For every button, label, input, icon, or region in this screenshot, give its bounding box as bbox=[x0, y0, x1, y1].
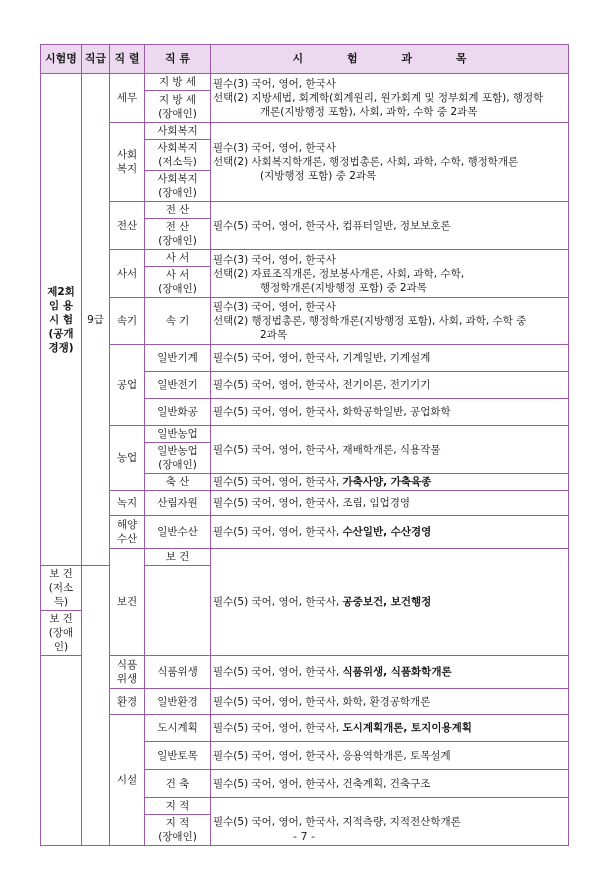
table-row bbox=[41, 689, 569, 715]
kind-line: (저소득) bbox=[48, 582, 74, 608]
kind-line: 보 건 bbox=[49, 613, 73, 625]
subject-text-bold: 도시계획개론, 토지이용계획 bbox=[342, 722, 472, 734]
kind-line: (장애인) bbox=[158, 283, 197, 295]
series-forestry: 녹지 bbox=[110, 491, 145, 516]
kind-line: (장애인) bbox=[158, 107, 197, 120]
series-line: 식품 bbox=[116, 659, 138, 671]
subject-line: 선택(2) 자료조직개론, 정보봉사개론, 사회, 과학, 수학, bbox=[213, 267, 465, 280]
kind-cell: 건 축 bbox=[145, 770, 211, 798]
subject-text: 필수(5) 국어, 영어, 한국사, bbox=[213, 666, 343, 678]
kind-line: 전 산 bbox=[165, 221, 190, 233]
grade-cell: 9급 bbox=[82, 74, 110, 566]
kind-cell: 일반기계 bbox=[145, 345, 211, 372]
subjects-cell: 필수(5) 국어, 영어, 한국사, 컴퓨터일반, 정보보호론 bbox=[211, 202, 569, 250]
table-row bbox=[41, 74, 569, 91]
table-row bbox=[41, 298, 569, 345]
kind-cell: 보 건 bbox=[145, 549, 211, 566]
subject-text-bold: 수산일반, 수산경영 bbox=[342, 526, 432, 538]
subjects-cell bbox=[211, 123, 569, 202]
series-line: 사회 bbox=[116, 149, 138, 161]
subject-line: 행정학개론(지방행정 포함) 중 2과목 bbox=[260, 281, 427, 294]
subject-text: 필수(5) 국어, 영어, 한국사, bbox=[213, 476, 343, 488]
subject-text: 필수(5) 국어, 영어, 한국사, bbox=[213, 596, 343, 608]
subject-text-bold: 가축사양, 가축육종 bbox=[342, 476, 432, 488]
table-row bbox=[41, 656, 569, 689]
exam-name-line: 제2회 bbox=[47, 285, 75, 298]
header-kind: 직 류 bbox=[145, 45, 211, 74]
subjects-cell bbox=[211, 516, 569, 549]
kind-line: 사 서 bbox=[165, 269, 190, 281]
kind-cell: 일반화공 bbox=[145, 399, 211, 426]
subject-text-bold: 식품위생, 식품화학개론 bbox=[342, 666, 452, 678]
series-computing: 전산 bbox=[110, 202, 145, 250]
header-row bbox=[41, 45, 569, 74]
kind-cell: 전 산 bbox=[145, 202, 211, 219]
subjects-cell: 필수(5) 국어, 영어, 한국사, 지적측량, 지적전산학개론 bbox=[211, 798, 569, 846]
header-series: 직 렬 bbox=[110, 45, 145, 74]
kind-cell: 사회복지 bbox=[145, 123, 211, 140]
series-industry: 공업 bbox=[110, 345, 145, 426]
subject-line: 개론(지방행정 포함), 사회, 과학, 수학 중 2과목 bbox=[260, 106, 478, 118]
kind-line: (장애인) bbox=[158, 187, 197, 199]
kind-line: (저소득) bbox=[158, 156, 197, 168]
kind-cell bbox=[41, 611, 82, 656]
subject-text: 필수(5) 국어, 영어, 한국사, bbox=[213, 526, 343, 538]
subjects-cell: 필수(5) 국어, 영어, 한국사, 전기이론, 전기기기 bbox=[211, 372, 569, 399]
subject-line: 필수(3) 국어, 영어, 한국사 bbox=[213, 142, 336, 154]
kind-cell: 일반수산 bbox=[145, 516, 211, 549]
subject-line: 필수(3) 국어, 영어, 한국사 bbox=[213, 301, 336, 313]
series-tax: 세무 bbox=[110, 74, 145, 123]
table-row bbox=[41, 491, 569, 516]
series-environment: 환경 bbox=[110, 689, 145, 715]
kind-cell bbox=[145, 140, 211, 171]
kind-line: (장애인) bbox=[48, 627, 74, 653]
kind-line: 지 적 bbox=[165, 817, 190, 829]
series-line: 해양 bbox=[116, 519, 138, 531]
subject-line: 2과목 bbox=[260, 329, 287, 341]
series-health: 보건 bbox=[110, 549, 145, 656]
exam-name-line: 시 험 bbox=[49, 313, 73, 326]
kind-cell: 사 서 bbox=[145, 250, 211, 267]
subjects-cell: 필수(5) 국어, 영어, 한국사, 재배학개론, 식용작물 bbox=[211, 426, 569, 474]
subject-line: 선택(2) 행정법총론, 행정학개론(지방행정 포함), 사회, 과학, 수학 중 bbox=[213, 315, 527, 327]
kind-cell: 지 적 bbox=[145, 798, 211, 815]
exam-name-line: 임 용 bbox=[49, 299, 73, 312]
subjects-cell bbox=[211, 474, 569, 491]
subjects-cell bbox=[211, 250, 569, 298]
subjects-cell bbox=[211, 549, 569, 656]
subject-line: 선택(2) 지방세법, 회계학(회계원리, 원가회계 및 정부회계 포함), 행정학 bbox=[213, 92, 544, 104]
kind-cell bbox=[145, 443, 211, 474]
kind-cell: 식품위생 bbox=[145, 656, 211, 689]
subject-line: (지방행정 포함) 중 2과목 bbox=[260, 170, 377, 182]
subject-text-bold: 공중보건, 보건행정 bbox=[342, 596, 432, 608]
table-row bbox=[41, 549, 569, 566]
exam-name-line: 경쟁) bbox=[48, 341, 74, 354]
kind-cell: 일반전기 bbox=[145, 372, 211, 399]
table-row bbox=[41, 516, 569, 549]
kind-line: 지 방 세 bbox=[158, 93, 197, 106]
series-librarian: 사서 bbox=[110, 250, 145, 298]
subject-line: 선택(2) 사회복지학개론, 행정법총론, 사회, 과학, 수학, 행정학개론 bbox=[213, 156, 519, 168]
table-row bbox=[41, 123, 569, 140]
kind-cell: 지 방 세 bbox=[145, 74, 211, 91]
subjects-cell bbox=[211, 298, 569, 345]
kind-cell bbox=[41, 566, 82, 611]
subject-text: 필수(5) 국어, 영어, 한국사, bbox=[213, 722, 343, 734]
table-row bbox=[41, 715, 569, 742]
subjects-cell: 필수(5) 국어, 영어, 한국사, 조림, 임업경영 bbox=[211, 491, 569, 516]
series-steno: 속기 bbox=[110, 298, 145, 345]
exam-name-cell bbox=[41, 74, 82, 566]
subjects-cell bbox=[211, 715, 569, 742]
kind-line: (장애인) bbox=[158, 831, 197, 843]
subjects-cell: 필수(5) 국어, 영어, 한국사, 기계일반, 기계설계 bbox=[211, 345, 569, 372]
kind-cell bbox=[145, 91, 211, 123]
table-row bbox=[41, 426, 569, 443]
kind-cell: 산림자원 bbox=[145, 491, 211, 516]
subject-line: 필수(3) 국어, 영어, 한국사 bbox=[213, 78, 336, 90]
series-facility: 시설 bbox=[110, 715, 145, 846]
subjects-cell: 필수(5) 국어, 영어, 한국사, 응용역학개론, 토목설계 bbox=[211, 742, 569, 770]
subject-line: 필수(3) 국어, 영어, 한국사 bbox=[213, 253, 336, 266]
series-line: 복지 bbox=[116, 163, 138, 175]
series-line: 위생 bbox=[116, 673, 138, 685]
subjects-cell: 필수(5) 국어, 영어, 한국사, 화학, 환경공학개론 bbox=[211, 689, 569, 715]
kind-cell: 속 기 bbox=[145, 298, 211, 345]
series-food bbox=[110, 656, 145, 689]
table-row bbox=[41, 345, 569, 372]
exam-name-line: (공개 bbox=[48, 327, 74, 340]
kind-cell: 도시계획 bbox=[145, 715, 211, 742]
subjects-cell bbox=[211, 656, 569, 689]
page-number: - 7 - bbox=[293, 830, 315, 843]
exam-name-spacer bbox=[41, 656, 82, 846]
header-grade: 직급 bbox=[82, 45, 110, 74]
series-fishery bbox=[110, 516, 145, 549]
subjects-cell: 필수(5) 국어, 영어, 한국사, 건축계획, 건축구조 bbox=[211, 770, 569, 798]
kind-line: 일반농업 bbox=[157, 445, 198, 457]
kind-cell bbox=[145, 219, 211, 250]
subjects-cell: 필수(5) 국어, 영어, 한국사, 화학공학일반, 공업화학 bbox=[211, 399, 569, 426]
kind-line: 보 건 bbox=[49, 568, 73, 580]
kind-cell: 일반토목 bbox=[145, 742, 211, 770]
header-subjects: 시 험 과 목 bbox=[211, 45, 569, 74]
kind-cell: 축 산 bbox=[145, 474, 211, 491]
subjects-cell bbox=[211, 74, 569, 123]
kind-line: (장애인) bbox=[158, 235, 197, 247]
kind-line: 사회복지 bbox=[157, 173, 198, 185]
table-row bbox=[41, 250, 569, 267]
kind-cell bbox=[145, 171, 211, 202]
exam-subjects-table bbox=[40, 44, 569, 846]
kind-cell bbox=[145, 267, 211, 298]
kind-cell: 일반환경 bbox=[145, 689, 211, 715]
header-exam-name: 시험명 bbox=[41, 45, 82, 74]
kind-line: (장애인) bbox=[158, 459, 197, 471]
kind-line: 사회복지 bbox=[157, 142, 198, 154]
kind-cell: 일반농업 bbox=[145, 426, 211, 443]
series-agriculture: 농업 bbox=[110, 426, 145, 491]
series-welfare bbox=[110, 123, 145, 202]
grade-spacer bbox=[82, 656, 110, 846]
series-line: 수산 bbox=[116, 533, 138, 545]
table-row bbox=[41, 202, 569, 219]
